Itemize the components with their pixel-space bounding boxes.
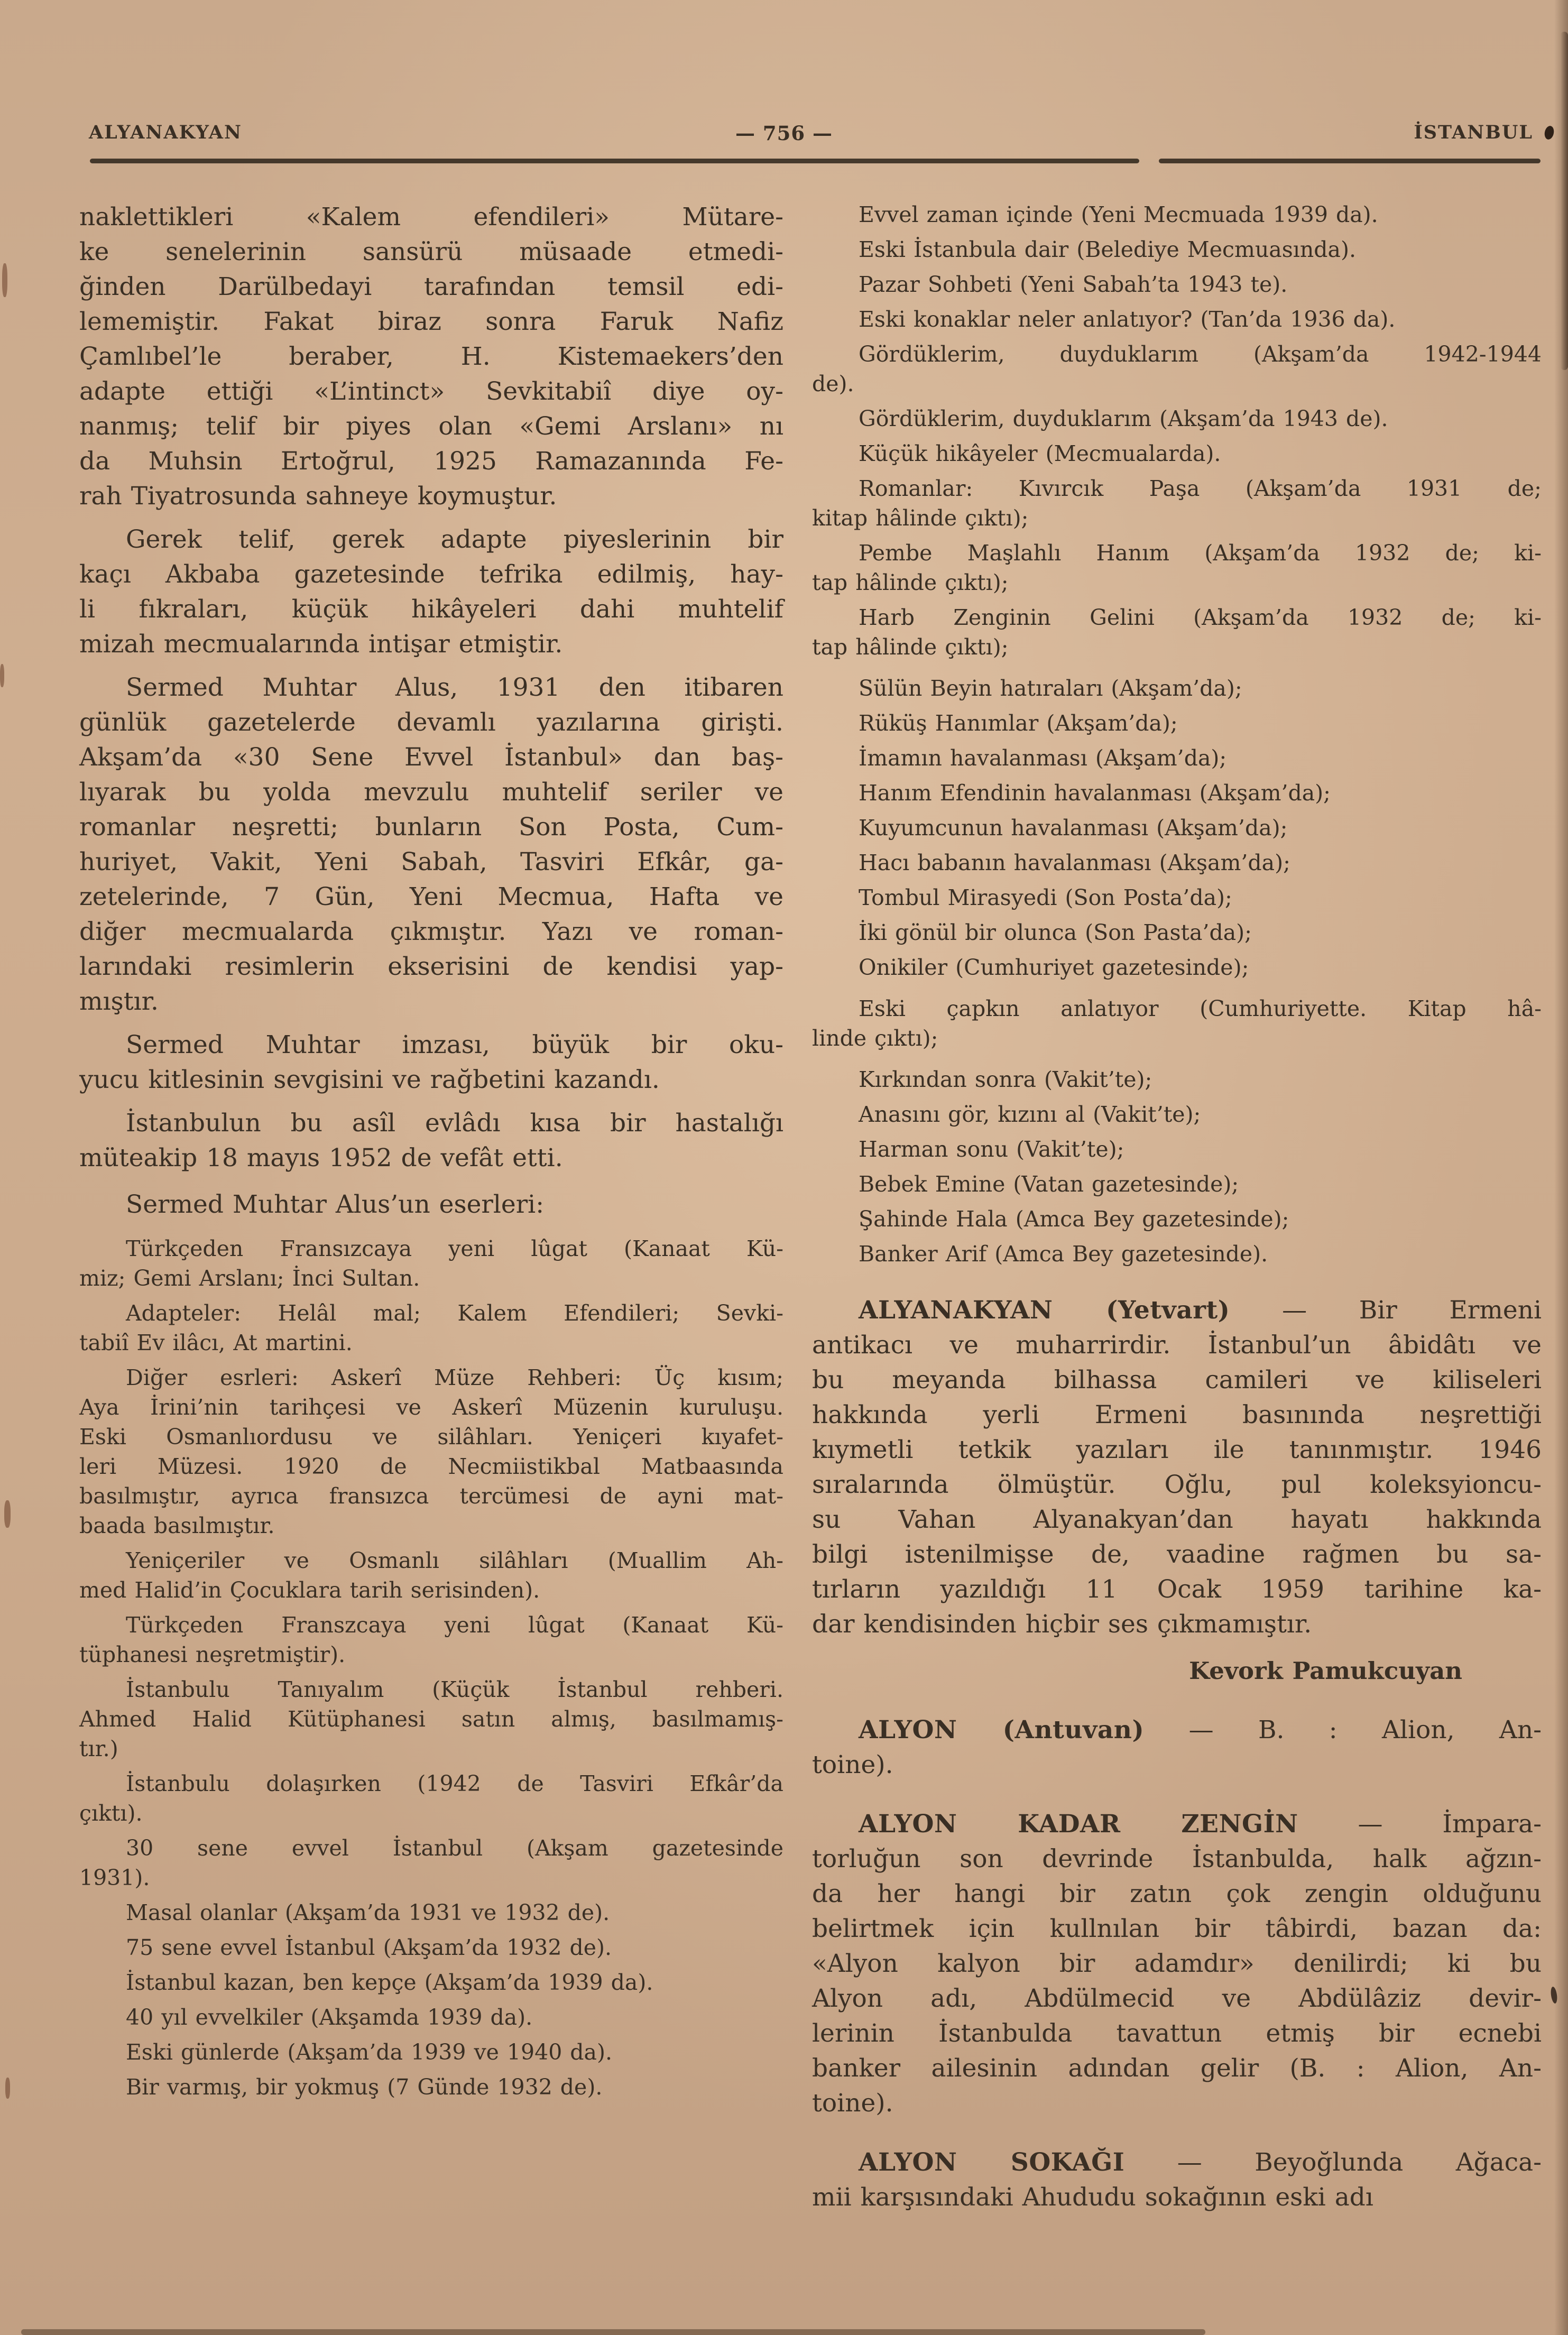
text-line: Alyon adı, Abdülmecid ve Abdülâziz devir- xyxy=(812,1984,1542,2013)
paragraph xyxy=(812,603,1542,662)
text-line: kitap hâlinde çıktı); xyxy=(812,505,1029,531)
paragraph xyxy=(812,235,1542,264)
paragraph xyxy=(812,813,1542,843)
text-line: kaçı Akbaba gazetesinde tefrika edilmiş, hay- xyxy=(79,560,783,589)
paragraph xyxy=(79,522,783,662)
paragraph xyxy=(812,404,1542,433)
text-line: Gördüklerim, duyduklarım (Akşam’da 1942-1944 xyxy=(859,342,1542,367)
text-line: diğer mecmualarda çıkmıştır. Yazı ve roman- xyxy=(79,917,783,946)
paragraph xyxy=(812,1239,1542,1269)
text-line: bu meyanda bilhassa camileri ve kiliseleri xyxy=(812,1365,1542,1395)
text-line: belirtmek için kullnılan bir tâbirdi, bazan da: xyxy=(812,1914,1542,1943)
text-line: mıştır. xyxy=(79,987,159,1016)
signature xyxy=(812,1654,1542,1688)
paragraph xyxy=(812,673,1542,703)
text-line: Romanlar: Kıvırcık Paşa (Akşam’da 1931 de; xyxy=(859,476,1542,501)
text-line: rah Tiyatrosunda sahneye koymuştur. xyxy=(79,482,557,511)
text-line: İstanbulun bu asîl evlâdı kısa bir hastalığı xyxy=(126,1109,783,1138)
text-line: Gerek telif, gerek adapte piyeslerinin bir xyxy=(126,525,783,554)
text-line: Eski günlerde (Akşam’da 1939 ve 1940 da). xyxy=(126,2039,613,2065)
text-line: Eski konaklar neler anlatıyor? (Tan’da 1936 da). xyxy=(859,307,1396,332)
text-line: miz; Gemi Arslanı; İnci Sultan. xyxy=(79,1266,420,1291)
entry-paragraph xyxy=(812,2145,1542,2215)
paragraph xyxy=(79,1106,783,1176)
text-line: Pazar Sohbeti (Yeni Sabah’ta 1943 te). xyxy=(859,272,1288,297)
scan-margin-smudge xyxy=(4,1500,11,1528)
text-line: Çamlıbel’le beraber, H. Kistemaekers’den xyxy=(79,342,783,371)
text-line: İki gönül bir olunca (Son Pasta’da); xyxy=(859,920,1252,945)
text-line: naklettikleri «Kalem efendileri» Mütare- xyxy=(79,202,783,232)
header-rule-left xyxy=(90,159,1139,163)
paragraph xyxy=(79,1898,783,1927)
paragraph xyxy=(812,1100,1542,1129)
text-line: tır.) xyxy=(79,1736,118,1761)
scan-margin-smudge xyxy=(2,263,7,297)
text-line: 75 sene evvel İstanbul (Akşam’da 1932 de). xyxy=(126,1935,612,1960)
running-head-left: ALYANAKYAN xyxy=(89,122,242,143)
paragraph xyxy=(812,953,1542,982)
entry-paragraph xyxy=(812,1807,1542,2121)
paragraph xyxy=(79,1610,783,1669)
text-line: Yeniçeriler ve Osmanlı silâhları (Muallim Ah- xyxy=(126,1548,783,1573)
text-line: lememiştir. Fakat biraz sonra Faruk Nafiz xyxy=(79,307,783,336)
text-line: linde çıktı); xyxy=(812,1026,938,1051)
paragraph xyxy=(812,708,1542,738)
text-line: huriyet, Vakit, Yeni Sabah, Tasviri Efkâr, ga- xyxy=(79,847,783,876)
text-line: larındaki resimlerin ekserisini de kendisi yap- xyxy=(79,952,783,981)
scan-margin-smudge xyxy=(0,664,4,687)
text-line: tüphanesi neşretmiştir). xyxy=(79,1642,346,1667)
paragraph xyxy=(812,883,1542,912)
paragraph xyxy=(812,1065,1542,1094)
paragraph xyxy=(79,2072,783,2102)
text-line: 40 yıl evvelkiler (Akşamda 1939 da). xyxy=(126,2005,533,2030)
text-line: 1931). xyxy=(79,1865,150,1890)
paragraph xyxy=(79,1675,783,1764)
text-line: yucu kitlesinin sevgisini ve rağbetini kazandı. xyxy=(79,1065,660,1094)
text-line: Tombul Mirasyedi (Son Posta’da); xyxy=(859,885,1232,910)
text-line: Masal olanlar (Akşam’da 1931 ve 1932 de). xyxy=(126,1900,610,1925)
text-line: romanlar neşretti; bunların Son Posta, Cum- xyxy=(79,813,783,842)
paragraph xyxy=(812,778,1542,808)
text-line: Sermed Muhtar imzası, büyük bir oku- xyxy=(126,1030,783,1059)
text-line: banker ailesinin adından gelir (B. : Alion, An- xyxy=(812,2054,1542,2083)
paragraph xyxy=(812,918,1542,947)
text-line: antikacı ve muharrirdir. İstanbul’un âbidâtı ve xyxy=(812,1331,1542,1360)
entry-paragraph xyxy=(812,1713,1542,1783)
text-line: Hacı babanın havalanması (Akşam’da); xyxy=(859,850,1290,875)
paragraph xyxy=(79,1546,783,1605)
text-line: İstanbulu Tanıyalım (Küçük İstanbul rehberi. xyxy=(126,1677,783,1702)
paragraph xyxy=(79,2037,783,2067)
text-line: Sülün Beyin hatıraları (Akşam’da); xyxy=(859,676,1242,701)
text-line: ALYON (Antuvan) — B. : Alion, An- xyxy=(859,1715,1542,1745)
text-line: İstanbul kazan, ben kepçe (Akşam’da 1939 da). xyxy=(126,1970,653,1995)
text-line: Diğer esrleri: Askerî Müze Rehberi: Üç kısım; xyxy=(126,1365,783,1390)
text-line: Rüküş Hanımlar (Akşam’da); xyxy=(859,710,1178,736)
paragraph xyxy=(812,200,1542,229)
text-line: Anasını gör, kızını al (Vakit’te); xyxy=(859,1102,1201,1127)
text-line: Pembe Maşlahlı Hanım (Akşam’da 1932 de; ki- xyxy=(859,540,1542,566)
text-line: İmamın havalanması (Akşam’da); xyxy=(859,745,1227,771)
entry-term: ALYON SOKAĞI xyxy=(859,2148,1125,2177)
text-line: Eski İstanbula dair (Belediye Mecmuasında). xyxy=(859,237,1356,262)
running-head-right: İSTANBUL xyxy=(1414,122,1533,143)
text-line: toine). xyxy=(812,1750,893,1779)
paragraph xyxy=(812,339,1542,399)
left-column xyxy=(79,200,783,2107)
text-line: Şahinde Hala (Amca Bey gazetesinde); xyxy=(859,1206,1289,1232)
text-line: da her hangi bir zatın çok zengin olduğunu xyxy=(812,1879,1542,1908)
paragraph xyxy=(79,1968,783,1997)
text-line: 30 sene evvel İstanbul (Akşam gazetesinde xyxy=(126,1835,783,1861)
paragraph xyxy=(812,848,1542,878)
text-line: adapte ettiği «L’intinct» Sevkitabiî diye oy- xyxy=(79,377,783,406)
paragraph xyxy=(812,1169,1542,1199)
text-line: çıktı). xyxy=(79,1801,143,1826)
text-line: zetelerinde, 7 Gün, Yeni Mecmua, Hafta ve xyxy=(79,882,783,911)
text-line: toine). xyxy=(812,2089,893,2118)
text-line: ALYANAKYAN (Yetvart) — Bir Ermeni xyxy=(859,1296,1542,1325)
text-line: Banker Arif (Amca Bey gazetesinde). xyxy=(859,1241,1268,1267)
paragraph xyxy=(79,1028,783,1097)
paragraph xyxy=(812,439,1542,468)
text-line: günlük gazetelerde devamlı yazılarına girişti. xyxy=(79,708,783,737)
text-line: Sermed Muhtar Alus’un eserleri: xyxy=(126,1190,545,1219)
text-line: Akşam’da «30 Sene Evvel İstanbul» dan baş- xyxy=(79,743,783,772)
text-line: Türkçeden Franszcaya yeni lûgat (Kanaat Kü- xyxy=(126,1612,783,1638)
text-line: Evvel zaman içinde (Yeni Mecmuada 1939 da). xyxy=(859,202,1378,227)
paragraph xyxy=(79,1833,783,1893)
text-line: Harman sonu (Vakit’te); xyxy=(859,1137,1124,1162)
text-line: hakkında yerli Ermeni basınında neşrettiği xyxy=(812,1400,1542,1429)
text-line: lerinin İstanbulda tavattun etmiş bir ecnebi xyxy=(812,2019,1542,2048)
paragraph xyxy=(79,1769,783,1828)
text-line: sıralarında ölmüştür. Oğlu, pul koleksyioncu- xyxy=(812,1470,1542,1499)
paragraph xyxy=(79,1298,783,1358)
text-line: de). xyxy=(812,371,854,396)
text-line: Harb Zenginin Gelini (Akşam’da 1932 de; ki- xyxy=(859,605,1542,630)
text-line: Kuyumcunun havalanması (Akşam’da); xyxy=(859,815,1288,841)
text-line: baada basılmıştır. xyxy=(79,1513,275,1538)
text-line: Bir varmış, bir yokmuş (7 Günde 1932 de). xyxy=(126,2074,603,2100)
text-line: müteakip 18 mayıs 1952 de vefât etti. xyxy=(79,1143,563,1173)
scan-bottom-edge xyxy=(21,2329,1205,2335)
text-line: Küçük hikâyeler (Mecmualarda). xyxy=(859,441,1221,466)
right-column xyxy=(812,200,1542,2223)
text-line: mii karşısındaki Ahududu sokağının eski adı xyxy=(812,2183,1373,2212)
entry-paragraph xyxy=(812,1293,1542,1642)
paragraph xyxy=(812,304,1542,334)
paragraph xyxy=(79,1933,783,1962)
text-line: Türkçeden Fransızcaya yeni lûgat (Kanaat Kü- xyxy=(126,1236,783,1261)
paragraph xyxy=(812,994,1542,1053)
text-line: Sermed Muhtar Alus, 1931 den itibaren xyxy=(126,673,783,702)
text-line: Kırkından sonra (Vakit’te); xyxy=(859,1067,1152,1092)
paragraph xyxy=(812,1204,1542,1234)
text-line: dar kendisinden hiçbir ses çıkmamıştır. xyxy=(812,1610,1312,1639)
page-number: — 756 — xyxy=(735,122,833,145)
text-line: Eski çapkın anlatıyor (Cumhuriyette. Kitap hâ- xyxy=(859,996,1542,1021)
text-line: basılmıştır, ayrıca fransızca tercümesi de ayni mat- xyxy=(79,1483,783,1509)
paragraph xyxy=(79,200,783,514)
paragraph xyxy=(79,1234,783,1293)
text-line: ALYON SOKAĞI — Beyoğlunda Ağaca- xyxy=(859,2148,1542,2177)
text-line: bilgi istenilmişse de, vaadine rağmen bu sa- xyxy=(812,1540,1542,1569)
paragraph xyxy=(812,1134,1542,1164)
scan-page-edge-shadow-top xyxy=(1561,32,1568,370)
text-line: «Alyon kalyon bir adamdır» denilirdi; ki bu xyxy=(812,1949,1542,1978)
text-line: lıyarak bu yolda mevzulu muhtelif seriler ve xyxy=(79,778,783,807)
text-line: tabiî Ev ilâcı, At martini. xyxy=(79,1330,353,1355)
text-line: kıymetli tetkik yazıları ile tanınmıştır. 1946 xyxy=(812,1435,1542,1464)
entry-term: ALYON (Antuvan) xyxy=(859,1715,1145,1745)
text-line: ğinden Darülbedayi tarafından temsil edi- xyxy=(79,272,783,301)
text-line: Bebek Emine (Vatan gazetesinde); xyxy=(859,1171,1239,1197)
paragraph xyxy=(812,743,1542,773)
text-line: da Muhsin Ertoğrul, 1925 Ramazanında Fe- xyxy=(79,447,783,476)
text-line: Aya İrini’nin tarihçesi ve Askerî Müzenin kuruluşu. xyxy=(79,1395,783,1420)
text-line: Gördüklerim, duyduklarım (Akşam’da 1943 de). xyxy=(859,406,1388,431)
paragraph xyxy=(79,1187,783,1222)
text-line: ke senelerinin sansürü müsaade etmedi- xyxy=(79,237,783,266)
paragraph xyxy=(812,538,1542,597)
text-line: Kevork Pamukcuyan xyxy=(1189,1657,1462,1685)
text-line: Hanım Efendinin havalanması (Akşam’da); xyxy=(859,780,1331,806)
text-line: Onikiler (Cumhuriyet gazetesinde); xyxy=(859,955,1249,980)
text-line: ALYON KADAR ZENGİN — İmpara- xyxy=(859,1810,1542,1839)
text-line: li fıkraları, küçük hikâyeleri dahi muhtelif xyxy=(79,595,783,624)
text-line: mizah mecmualarında intişar etmiştir. xyxy=(79,630,563,659)
text-line: Eski Osmanlıordusu ve silâhları. Yeniçeri kıyafet- xyxy=(79,1424,783,1450)
entry-term: ALYON KADAR ZENGİN xyxy=(859,1810,1298,1839)
text-line: Adapteler: Helâl mal; Kalem Efendileri; Sevki- xyxy=(126,1300,783,1326)
text-line: nanmış; telif bir piyes olan «Gemi Arslanı» nı xyxy=(79,412,783,441)
text-line: leri Müzesi. 1920 de Necmiistikbal Matbaasında xyxy=(79,1454,783,1479)
text-line: med Halid’in Çocuklara tarih serisinden). xyxy=(79,1577,540,1603)
paragraph xyxy=(79,1363,783,1540)
paragraph xyxy=(812,474,1542,533)
text-line: torluğun son devrinde İstanbulda, halk ağzın- xyxy=(812,1844,1542,1873)
text-line: Ahmed Halid Kütüphanesi satın almış, basılmamış- xyxy=(79,1706,783,1732)
entry-term: ALYANAKYAN (Yetvart) xyxy=(859,1296,1230,1325)
text-line: tırların yazıldığı 11 Ocak 1959 tarihine ka- xyxy=(812,1575,1542,1604)
text-line: su Vahan Alyanakyan’dan hayatı hakkında xyxy=(812,1505,1542,1534)
text-line: tap hâlinde çıktı); xyxy=(812,634,1009,660)
paragraph xyxy=(79,670,783,1019)
text-line: tap hâlinde çıktı); xyxy=(812,570,1009,595)
text-line: İstanbulu dolaşırken (1942 de Tasviri Efkâr’da xyxy=(126,1771,783,1796)
header-rule-right xyxy=(1159,159,1541,163)
scan-margin-smudge xyxy=(5,2078,10,2099)
paragraph xyxy=(812,270,1542,299)
paragraph xyxy=(79,2002,783,2032)
